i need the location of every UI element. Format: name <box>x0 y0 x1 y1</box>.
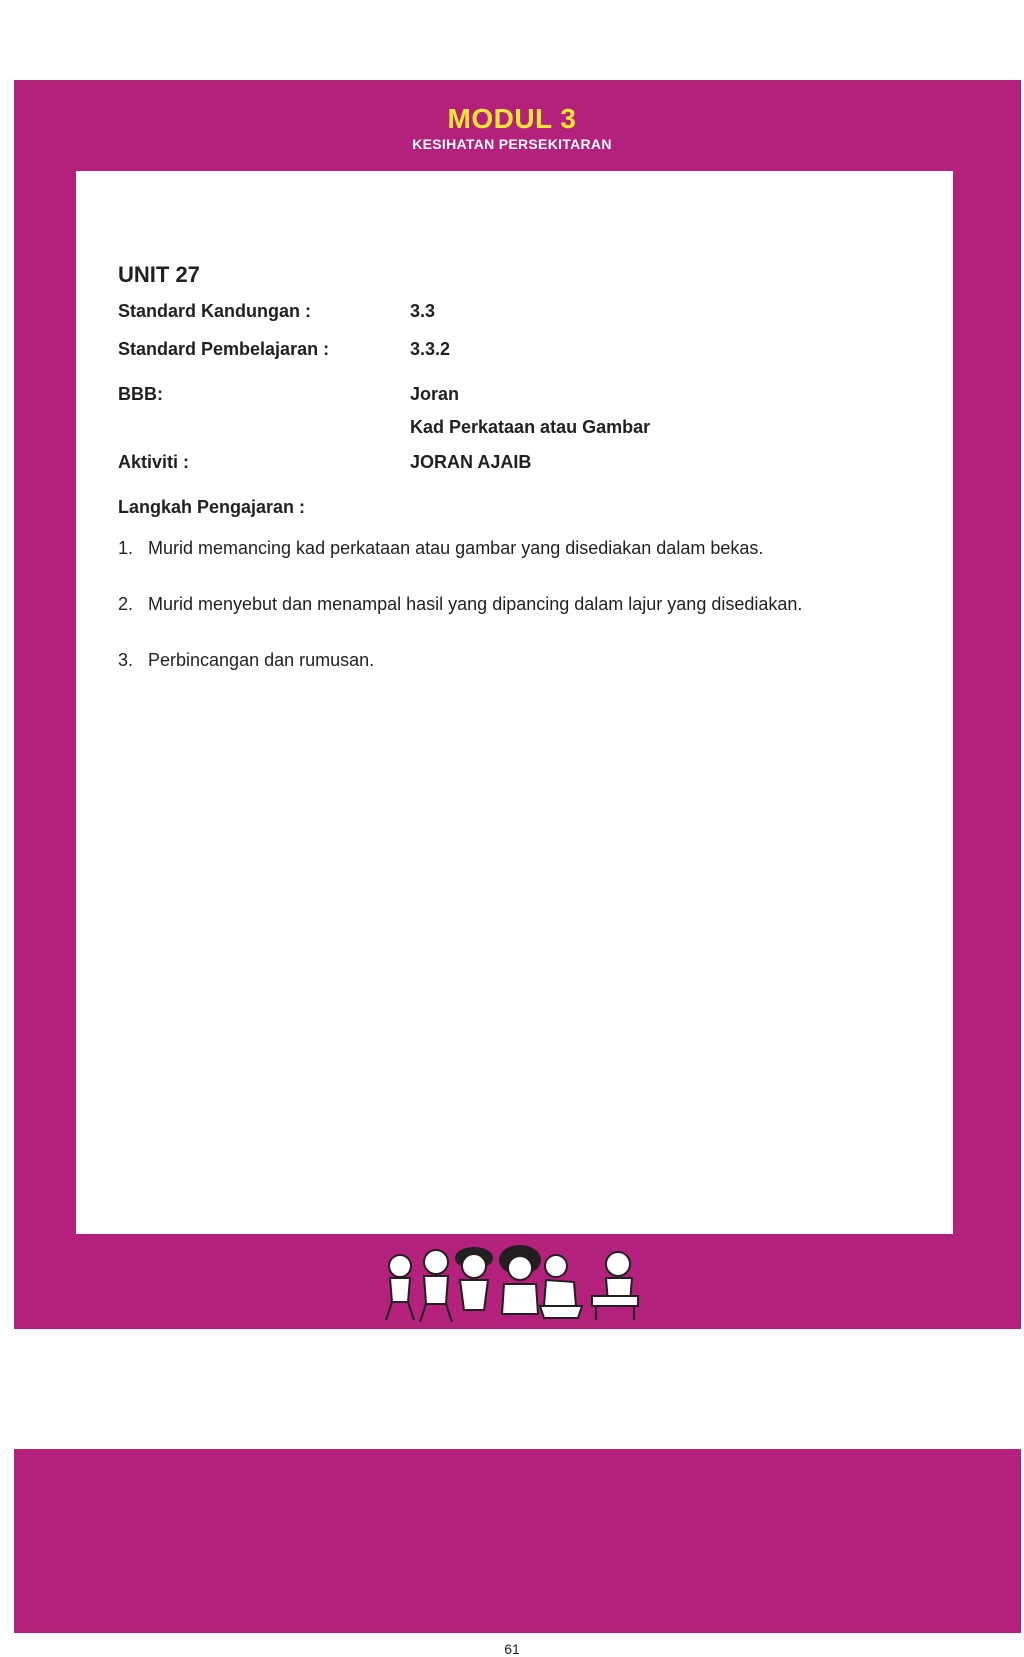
field-value-bbb-2: Kad Perkataan atau Gambar <box>410 417 651 437</box>
module-subtitle: KESIHATAN PERSEKITARAN <box>412 136 612 152</box>
child-body <box>390 1278 410 1302</box>
field-value-standard-kandungan: 3.3 <box>410 301 436 321</box>
page-number: 61 <box>504 1641 520 1657</box>
field-label-aktiviti: Aktiviti : <box>118 452 190 472</box>
step-text: Murid memancing kad perkataan atau gambar yang disediakan dalam bekas. <box>148 538 764 558</box>
field-value-bbb: Joran <box>410 384 460 404</box>
child-head <box>424 1250 448 1274</box>
module-title: MODUL 3 <box>447 103 577 134</box>
step-item <box>118 650 374 671</box>
children-illustration <box>378 1244 648 1324</box>
steps-heading: Langkah Pengajaran : <box>118 497 306 517</box>
field-label-standard-pembelajaran: Standard Pembelajaran : <box>118 339 330 359</box>
page-bottom-margin <box>14 1329 1021 1449</box>
step-number: 2. <box>118 594 134 614</box>
field-value-standard-pembelajaran: 3.3.2 <box>410 339 451 359</box>
child-head <box>389 1255 411 1277</box>
field-value-aktiviti: JORAN AJAIB <box>410 452 532 472</box>
field-label-standard-kandungan: Standard Kandungan : <box>118 301 311 321</box>
step-item <box>118 538 763 559</box>
field-label-bbb: BBB: <box>118 384 163 404</box>
step-number: 1. <box>118 538 134 558</box>
content-panel <box>76 171 953 1234</box>
unit-title: UNIT 27 <box>118 262 200 287</box>
step-item <box>118 594 802 615</box>
step-text: Perbincangan dan rumusan. <box>148 650 375 670</box>
step-text: Murid menyebut dan menampal hasil yang dipancing dalam lajur yang disediakan. <box>148 594 803 614</box>
step-number: 3. <box>118 650 134 670</box>
